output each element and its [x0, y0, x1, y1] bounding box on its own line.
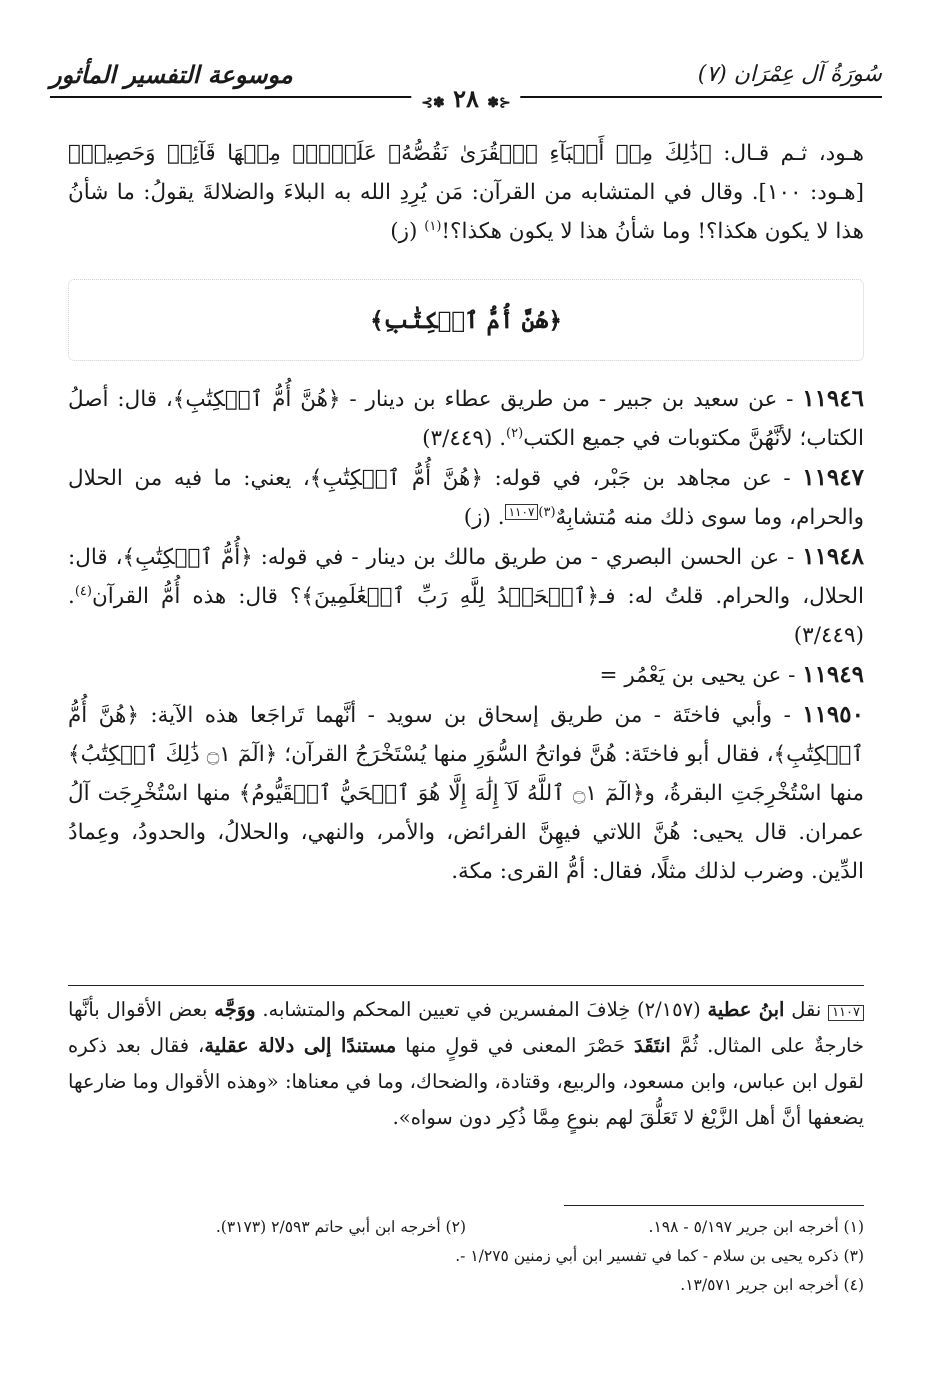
- footnote-ref[interactable]: (١): [424, 218, 442, 234]
- footnote-ref[interactable]: (٤): [74, 583, 92, 599]
- footnote-3: (٣) ذكره يحيى بن سلام - كما في تفسير ابن أبي زمنين ١/٢٧٥ -.: [455, 1247, 864, 1265]
- page-header: [50, 58, 882, 113]
- page-number-block: [411, 84, 520, 113]
- entry-source: . (٣/٤٤٩): [68, 584, 864, 648]
- entry-text: - عن الحسن البصري - من طريق مالك بن دينار - في قوله: ﴿أُمُّ ٱلۡكِتَٰبِ﴾، قال: الحلال، والحرام. قلتُ له: فـ﴿ٱلۡحَمۡدُ لِلَّهِ رَبِّ ٱلۡعَٰلَمِينَ﴾؟ قال: هذه أُمُّ القرآن: [68, 545, 864, 609]
- entry-text: - عن يحيى بن يَعْمُر =: [599, 663, 803, 688]
- hadith-entry: [68, 655, 864, 695]
- entry-number: ١١٩٤٧: [802, 464, 864, 491]
- footnotes-rule: [564, 1205, 864, 1206]
- commentary-rule: [68, 985, 864, 986]
- entry-text: - وأبي فاختَة - من طريق إسحاق بن سويد - أنَّهما تَراجَعا هذه الآية: ﴿هُنَّ أُمُّ ٱلۡكِتَٰبِ﴾، فقال أبو فاختَة: هُنَّ فواتحُ السُّوَرِ منها يُسْتَخْرَجُ القرآن؛ ﴿الٓمٓ ۝١ ذَٰلِكَ ٱلۡكِتَٰبُ﴾ منها اسْتُخْرِجَتِ البقرةُ، و﴿الٓمٓ ۝١ ٱللَّهُ لَآ إِلَٰهَ إِلَّا هُوَ ٱلۡحَيُّ ٱلۡقَيُّومُ﴾ منها اسْتُخْرِجَت آلُ عمران. قال يحيى: هُنَّ اللاتي فيهِنَّ الفرائض، والأمر، والنهي، والحلالُ، والحدودُ، وعِمادُ الدِّين. وضرب لذلك مثلًا، فقال: أمُّ القرى: مكة.: [68, 703, 864, 884]
- hadith-entry: [68, 379, 864, 458]
- entry-source: . (ز): [463, 505, 505, 530]
- commentary-ref-box[interactable]: ١١٠٧: [505, 504, 539, 520]
- entry-text: - عن سعيد بن جبير - من طريق عطاء بن دينار - ﴿هُنَّ أُمُّ ٱلۡكِتَٰبِ﴾، قال: أصلُ الكتاب؛ لأنَّهُنَّ مكتوبات في جميع الكتب: [68, 387, 864, 451]
- section-heading-text: ﴿هُنَّ أُمُّ ٱلۡكِتَٰبِ﴾: [370, 306, 562, 334]
- hadith-entry: [68, 695, 864, 891]
- footnote-2: (٢) أخرجه ابن أبي حاتم ٢/٥٩٣ (٣١٧٣).: [215, 1218, 466, 1236]
- hadith-entry: [68, 537, 864, 655]
- entry-number: ١١٩٤٩: [802, 661, 864, 688]
- book-title: موسوعة التفسير المأثور: [50, 60, 293, 89]
- footnote-row: [68, 1213, 864, 1242]
- entry-number: ١١٩٤٨: [802, 543, 864, 570]
- entry-number: ١١٩٤٦: [802, 385, 864, 412]
- entry-text: - عن مجاهد بن جَبْر، في قوله: ﴿هُنَّ أُمُّ ٱلۡكِتَٰبِ﴾، يعني: ما فيه من الحلال والحرام، وما سوى ذلك منه مُتشابِهٌ: [68, 466, 864, 530]
- ornament-right-icon: ✽⊱: [487, 95, 511, 111]
- commentary-section: [68, 992, 864, 1136]
- footnote-1: (١) أخرجه ابن جرير ٥/١٩٧ - ١٩٨.: [648, 1218, 864, 1236]
- footnote-ref[interactable]: (٢): [506, 425, 524, 441]
- commentary-number-box: ١١٠٧: [828, 1005, 864, 1021]
- page-number: ٢٨: [453, 84, 479, 113]
- footnotes: [68, 1213, 864, 1300]
- entry-number: ١١٩٥٠: [802, 701, 864, 728]
- footnote-ref[interactable]: (٣): [538, 504, 556, 520]
- main-text: [68, 134, 864, 891]
- section-heading: [68, 279, 864, 361]
- intro-paragraph: هـود، ثـم قـال: ﴿ذَٰلِكَ مِنۡ أَنۢبَآءِ ٱلۡقُرَىٰ نَقُصُّهُۥ عَلَيۡكَۖ مِنۡهَا قَآئِمٞ وَحَصِيدٞ﴾ [هـود: ١٠٠]. وقال في المتشابه من القرآن: مَن يُرِدِ الله به البلاءَ والضلالةَ يقولُ: ما شأنُ هذا لا يكون هكذا؟! وما شأنُ هذا لا يكون هكذا؟!$^{(١)}$ (ز): [68, 141, 864, 244]
- entry-source: . (٣/٤٤٩): [422, 426, 507, 451]
- surah-title: سُورَةُ آل عِمْرَان (٧): [697, 62, 882, 87]
- commentary-paragraph: ١١٠٧ نقل ابنُ عطية (٢/١٥٧) خِلافَ المفسرين في تعيين المحكم والمتشابه. ووَجَّه بعض الأقوال بأنَّها خارجةٌ على المثال. ثُمَّ انتَقَدَ حَصْرَ المعنى في قولٍ منها مستندًا إلى دلالة عقلية، فقال بعد ذكره لقول ابن عباس، وابن مسعود، والربيع، وقتادة، والضحاك، وما في معناها: «وهذه الأقوال وما ضارعها يضعفها أنَّ أهل الزَّيْغ لا تَعَلُّقَ لهم بنوعٍ مِمَّا ذُكِر دون سواه».: [68, 998, 864, 1129]
- footnote-4: (٤) أخرجه ابن جرير ١٣/٥٧١.: [680, 1276, 864, 1294]
- ornament-left-icon: ⊰✽: [421, 95, 445, 111]
- hadith-entry: [68, 458, 864, 537]
